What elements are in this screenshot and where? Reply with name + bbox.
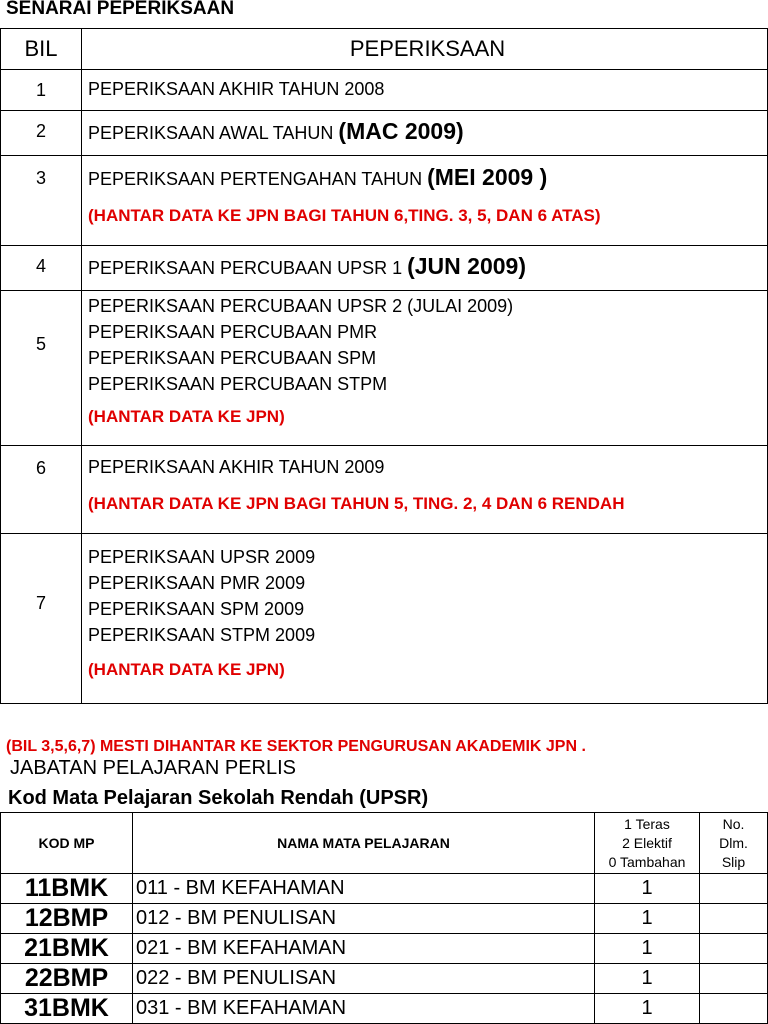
subject-row [1,994,768,1024]
exam-row [1,246,768,291]
row-bil: 7 [1,534,82,704]
subject-code: 21BMK [1,934,133,964]
exam-row [1,111,768,156]
exam-line: PEPERIKSAAN PMR 2009 [88,573,306,593]
slip-number [700,874,768,904]
exam-line: PEPERIKSAAN PERCUBAAN UPSR 2 (JULAI 2009) [88,296,514,316]
subject-type: 1 [595,934,700,964]
row-bil: 3 [1,156,82,246]
exam-line: PEPERIKSAAN PERCUBAAN PMR [88,322,378,342]
row-bil: 1 [1,70,82,111]
subject-name: 031 - BM KEFAHAMAN [133,994,595,1024]
row-bil: 4 [1,246,82,291]
subject-type: 1 [595,964,700,994]
slip-number [700,934,768,964]
exam-line: PEPERIKSAAN PERCUBAAN STPM [88,374,388,394]
send-data-note: (HANTAR DATA KE JPN BAGI TAHUN 6,TING. 3, 5, DAN 6 ATAS) [88,206,601,225]
subject-code-title: Kod Mata Pelajaran Sekolah Rendah (UPSR) [8,787,429,809]
slip-number [700,904,768,934]
exam-line: PEPERIKSAAN AWAL TAHUN [88,123,339,143]
subject-code: 12BMP [1,904,133,934]
subject-table-header [1,813,768,874]
exam-date: (MAC 2009) [338,118,464,144]
exam-line: PEPERIKSAAN PERCUBAAN SPM [88,348,377,368]
exam-table-header [1,29,768,70]
subject-row [1,964,768,994]
exam-row [1,291,768,446]
footer-note: (BIL 3,5,6,7) MESTI DIHANTAR KE SEKTOR PENGURUSAN AKADEMIK JPN . [6,738,586,755]
subject-name: 021 - BM KEFAHAMAN [133,934,595,964]
slip-number [700,994,768,1024]
header-peperiksaan: PEPERIKSAAN [82,29,768,70]
exam-row [1,70,768,111]
exam-row [1,534,768,704]
exam-line: PEPERIKSAAN UPSR 2009 [88,547,316,567]
department-name: JABATAN PELAJARAN PERLIS [10,757,297,779]
slip-number [700,964,768,994]
subject-code: 11BMK [1,874,133,904]
exam-row [1,446,768,534]
subject-code: 22BMP [1,964,133,994]
subject-type: 1 [595,874,700,904]
send-data-note: (HANTAR DATA KE JPN BAGI TAHUN 5, TING. 2, 4 DAN 6 RENDAH [88,494,625,513]
send-data-note: (HANTAR DATA KE JPN) [88,660,285,679]
subject-type: 1 [595,904,700,934]
subject-name: 011 - BM KEFAHAMAN [133,874,595,904]
header-teras: 1 Teras 2 Elektif 0 Tambahan [595,813,700,874]
exam-table [0,28,768,704]
page-title: SENARAI PEPERIKSAAN [6,0,235,19]
exam-line: PEPERIKSAAN PERTENGAHAN TAHUN [88,169,428,189]
subject-row [1,904,768,934]
exam-line: PEPERIKSAAN STPM 2009 [88,625,316,645]
exam-line: PEPERIKSAAN AKHIR TAHUN 2009 [88,457,385,477]
exam-line: PEPERIKSAAN PERCUBAAN UPSR 1 [88,258,408,278]
row-bil: 6 [1,446,82,534]
header-no-dlm-slip: No. Dlm. Slip [700,813,768,874]
header-kod-mp: KOD MP [1,813,133,874]
row-bil: 5 [1,291,82,446]
header-bil: BIL [1,29,82,70]
exam-date: (MEI 2009 ) [427,164,548,190]
exam-date: (JUN 2009) [407,253,526,279]
exam-line: PEPERIKSAAN AKHIR TAHUN 2008 [88,79,385,99]
exam-row [1,156,768,246]
row-bil: 2 [1,111,82,156]
subject-type: 1 [595,994,700,1024]
subject-name: 012 - BM PENULISAN [133,904,595,934]
send-data-note: (HANTAR DATA KE JPN) [88,407,285,426]
subject-row [1,874,768,904]
exam-line: PEPERIKSAAN SPM 2009 [88,599,305,619]
header-nama-mata-pelajaran: NAMA MATA PELAJARAN [133,813,595,874]
subject-name: 022 - BM PENULISAN [133,964,595,994]
subject-code: 31BMK [1,994,133,1024]
subject-row [1,934,768,964]
subject-code-table [0,812,768,1024]
